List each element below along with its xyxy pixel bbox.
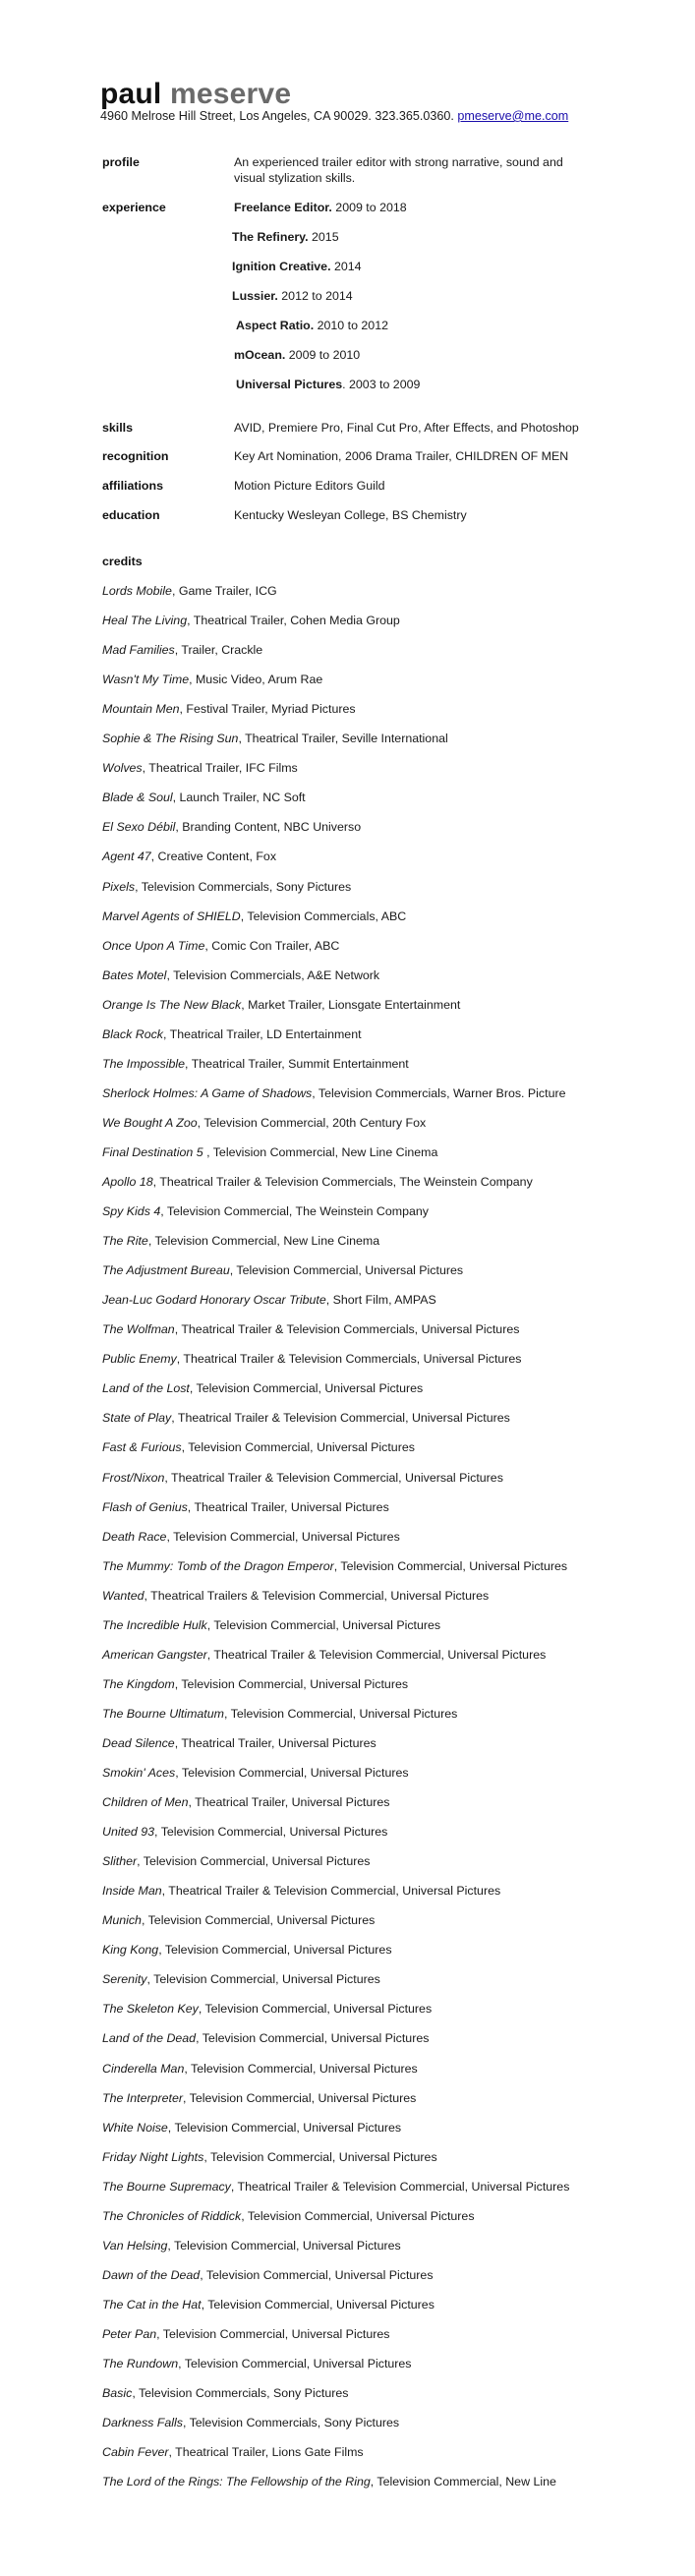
credit-item xyxy=(102,1647,546,1663)
credit-title: The Skeleton Key xyxy=(102,2002,199,2016)
credit-title: Cabin Fever xyxy=(102,2445,169,2459)
credit-title: Peter Pan xyxy=(102,2327,157,2341)
credit-item xyxy=(102,1351,522,1367)
credit-item xyxy=(102,938,339,954)
credit-title: The Mummy: Tomb of the Dragon Emperor xyxy=(102,1559,334,1573)
credit-title: White Noise xyxy=(102,2121,168,2135)
credit-title: Basic xyxy=(102,2386,133,2400)
credit-item xyxy=(102,1794,389,1810)
credit-title: Lords Mobile xyxy=(102,584,172,598)
employment-years: 2014 xyxy=(330,260,362,273)
credit-title: Children of Men xyxy=(102,1795,189,1809)
credit-detail: , Television Commercial, Universal Pictures xyxy=(156,2327,390,2341)
credit-title: Spy Kids 4 xyxy=(102,1204,161,1218)
credit-item xyxy=(102,2385,348,2401)
credit-item xyxy=(102,1439,415,1455)
credit-title: The Kingdom xyxy=(102,1677,175,1691)
credit-detail: , Music Video, Arum Rae xyxy=(189,673,323,686)
credit-title: Friday Night Lights xyxy=(102,2150,204,2164)
credit-item xyxy=(102,1824,387,1840)
credit-detail: , Theatrical Trailer & Television Commercial, Universal Pictures xyxy=(164,1471,503,1485)
employer-name: The Refinery. xyxy=(232,230,309,244)
credit-item xyxy=(102,2179,569,2195)
credit-detail: , Television Commercial, Universal Pictures xyxy=(241,2209,475,2223)
employment-years: . 2003 to 2009 xyxy=(342,378,421,391)
credit-detail: , Television Commercials, Sony Pictures xyxy=(132,2386,349,2400)
credit-title: Mountain Men xyxy=(102,702,180,716)
credit-item xyxy=(102,2267,434,2283)
employer-name: mOcean. xyxy=(234,348,286,362)
credit-title: Wanted xyxy=(102,1589,145,1603)
credit-title: Serenity xyxy=(102,1972,147,1986)
credit-item xyxy=(102,2090,416,2106)
credit-title: Mad Families xyxy=(102,643,175,657)
credit-title: The Chronicles of Riddick xyxy=(102,2209,242,2223)
first-name: paul xyxy=(100,78,162,110)
credit-item xyxy=(102,2474,556,2489)
credit-item xyxy=(102,2001,432,2017)
credit-detail: , Theatrical Trailer & Television Commercial, Universal Pictures xyxy=(171,1411,510,1425)
credit-title: Apollo 18 xyxy=(102,1175,153,1189)
credit-item xyxy=(102,672,322,687)
credit-item xyxy=(102,1912,375,1928)
credit-title: Pixels xyxy=(102,880,136,894)
credit-detail: , Television Commercials, Sony Pictures xyxy=(135,880,352,894)
credit-title: Dead Silence xyxy=(102,1736,175,1750)
credit-detail: , Theatrical Trailer, Cohen Media Group xyxy=(187,614,400,627)
credit-item xyxy=(102,1853,370,1869)
credit-title: Sherlock Holmes: A Game of Shadows xyxy=(102,1086,313,1100)
credit-item xyxy=(102,1321,519,1337)
credit-item xyxy=(102,1558,567,1574)
credit-title: The Incredible Hulk xyxy=(102,1618,207,1632)
employer-name: Universal Pictures xyxy=(236,378,343,391)
credit-detail: , Television Commercial, Universal Pictures xyxy=(175,1766,409,1780)
credit-item xyxy=(102,1410,510,1426)
credit-detail: , Television Commercial, Universal Pictures xyxy=(167,2121,402,2135)
credit-title: Flash of Genius xyxy=(102,1500,188,1514)
credit-title: Frost/Nixon xyxy=(102,1471,165,1485)
credit-detail: , Television Commercial, Universal Pictures xyxy=(158,1943,392,1957)
credit-title: Smokin' Aces xyxy=(102,1766,176,1780)
credit-detail: , Theatrical Trailer, Universal Pictures xyxy=(187,1500,389,1514)
credit-detail: , Television Commercial, Universal Pictures xyxy=(200,2268,434,2282)
credit-detail: , Television Commercials, A&E Network xyxy=(166,968,380,982)
credit-title: Jean-Luc Godard Honorary Oscar Tribute xyxy=(102,1293,326,1307)
credit-title: Orange Is The New Black xyxy=(102,998,242,1012)
employment-years: 2012 to 2014 xyxy=(277,289,353,303)
credit-item xyxy=(102,2120,401,2136)
credit-item xyxy=(102,2297,434,2313)
credit-item xyxy=(102,849,276,864)
credit-item xyxy=(102,1588,489,1604)
credits-label: credits xyxy=(102,555,143,568)
credit-detail: , Trailer, Crackle xyxy=(174,643,263,657)
credit-item xyxy=(102,879,351,895)
credit-item xyxy=(102,1499,389,1515)
contact-line xyxy=(100,108,568,124)
credit-item xyxy=(102,1026,362,1042)
recognition-label: recognition xyxy=(102,449,169,463)
credit-detail: , Branding Content, NBC Universo xyxy=(175,820,362,834)
credit-item xyxy=(102,1971,380,1987)
credit-title: Public Enemy xyxy=(102,1352,177,1366)
credit-title: Death Race xyxy=(102,1530,167,1544)
credit-detail: , Theatrical Trailer, IFC Films xyxy=(142,761,298,775)
credit-detail: , Television Commercial, Universal Pictures xyxy=(182,2091,417,2105)
experience-item xyxy=(232,229,339,245)
experience-item xyxy=(234,347,360,363)
experience-item xyxy=(236,318,388,333)
credit-item xyxy=(102,1883,500,1899)
credit-detail: , Creative Content, Fox xyxy=(150,849,277,863)
profile-label: profile xyxy=(102,155,140,169)
credit-item xyxy=(102,1115,426,1131)
credit-item xyxy=(102,1617,440,1633)
credit-detail: , Theatrical Trailer & Television Commercial, Universal Pictures xyxy=(206,1648,547,1662)
credit-item xyxy=(102,1292,436,1308)
credit-detail: , Television Commercial, Universal Pictures xyxy=(184,2062,418,2076)
credit-detail: , Television Commercial, Universal Pictures xyxy=(154,1825,388,1839)
credit-item xyxy=(102,1529,400,1545)
credit-title: The Rite xyxy=(102,1234,148,1248)
employer-name: Ignition Creative. xyxy=(232,260,331,273)
last-name: meserve xyxy=(170,78,292,110)
credit-detail: , Television Commercial, Universal Pictures xyxy=(203,2150,437,2164)
credit-title: Wolves xyxy=(102,761,143,775)
credit-item xyxy=(102,1470,503,1486)
experience-item xyxy=(232,259,362,274)
credit-detail: , Television Commercial, Universal Pictures xyxy=(229,1263,464,1277)
credit-detail: , Television Commercials, Warner Bros. Picture xyxy=(312,1086,566,1100)
credit-title: Fast & Furious xyxy=(102,1440,182,1454)
credit-detail: , Television Commercial, Universal Pictures xyxy=(141,1913,376,1927)
credit-item xyxy=(102,642,262,658)
credit-title: Cinderella Man xyxy=(102,2062,185,2076)
credit-detail: , Television Commercial, Universal Pictures xyxy=(223,1707,458,1721)
credit-title: Bates Motel xyxy=(102,968,167,982)
experience-label: experience xyxy=(102,201,166,214)
credit-detail: , Television Commercial, Universal Pictures xyxy=(166,1530,400,1544)
credit-title: The Impossible xyxy=(102,1057,186,1071)
credit-title: Slither xyxy=(102,1854,138,1868)
credit-title: King Kong xyxy=(102,1943,159,1957)
credit-title: The Bourne Ultimatum xyxy=(102,1707,224,1721)
credit-item xyxy=(102,819,361,835)
credit-title: Land of the Dead xyxy=(102,2031,197,2045)
credit-detail: , Theatrical Trailer & Television Commercial, Universal Pictures xyxy=(230,2180,570,2194)
credit-detail: , Television Commercial, Universal Pictures xyxy=(201,2298,434,2312)
credit-item xyxy=(102,2415,399,2430)
credit-title: The Lord of the Rings: The Fellowship of the Ring xyxy=(102,2475,371,2488)
credit-item xyxy=(102,1174,533,1190)
credit-title: We Bought A Zoo xyxy=(102,1116,198,1130)
credit-detail: , Theatrical Trailer, Seville International xyxy=(238,732,448,745)
credit-item xyxy=(102,2208,475,2224)
experience-item xyxy=(232,288,353,304)
address-text: 4960 Melrose Hill Street, Los Angeles, CA 90029. 323.365.0360. xyxy=(100,109,454,123)
credit-detail: , Television Commercial, Universal Pictures xyxy=(189,1381,424,1395)
experience-item xyxy=(236,377,420,392)
credit-item xyxy=(102,908,406,924)
credit-detail: , Television Commercial, Universal Pictures xyxy=(137,1854,371,1868)
credit-item xyxy=(102,1262,463,1278)
credit-detail: , Television Commercial, New Line Cinema xyxy=(203,1145,438,1159)
credit-detail: , Short Film, AMPAS xyxy=(325,1293,436,1307)
credit-item xyxy=(102,2061,418,2077)
credit-title: Black Rock xyxy=(102,1027,163,1041)
credit-title: Agent 47 xyxy=(102,849,151,863)
employer-name: Freelance Editor. xyxy=(234,201,332,214)
credit-detail: , Theatrical Trailer & Television Commercials, Universal Pictures xyxy=(174,1322,520,1336)
credit-title: Darkness Falls xyxy=(102,2416,183,2430)
credit-detail: , Theatrical Trailer, LD Entertainment xyxy=(162,1027,362,1041)
credit-item xyxy=(102,2030,429,2046)
credit-title: The Bourne Supremacy xyxy=(102,2180,231,2194)
credit-item xyxy=(102,1735,376,1751)
recognition-text: Key Art Nomination, 2006 Drama Trailer, CHILDREN OF MEN xyxy=(234,449,569,463)
employer-name: Aspect Ratio. xyxy=(236,319,315,332)
credit-title: Wasn't My Time xyxy=(102,673,190,686)
credit-item xyxy=(102,731,448,746)
skills-text: AVID, Premiere Pro, Final Cut Pro, After Effects, and Photoshop xyxy=(234,421,579,435)
credit-item xyxy=(102,1085,565,1101)
affiliations-text: Motion Picture Editors Guild xyxy=(234,479,385,493)
credit-detail: , Television Commercial, Universal Pictures xyxy=(174,1677,409,1691)
credit-item xyxy=(102,613,400,628)
credit-title: The Cat in the Hat xyxy=(102,2298,202,2312)
credit-detail: , Theatrical Trailer & Television Commercials, The Weinstein Company xyxy=(152,1175,533,1189)
employment-years: 2009 to 2018 xyxy=(331,201,407,214)
credit-detail: , Television Commercial, Universal Pictures xyxy=(167,2239,401,2253)
credit-detail: , Television Commercial, Universal Pictures xyxy=(198,2002,433,2016)
credit-detail: , Comic Con Trailer, ABC xyxy=(204,939,340,953)
credit-title: Munich xyxy=(102,1913,142,1927)
credit-title: Blade & Soul xyxy=(102,790,173,804)
email-link[interactable]: pmeserve@me.com xyxy=(457,109,569,123)
credit-title: Van Helsing xyxy=(102,2239,168,2253)
credit-detail: , Television Commercial, Universal Pictures xyxy=(196,2031,430,2045)
credit-detail: , Television Commercials, Sony Pictures xyxy=(182,2416,400,2430)
credit-title: United 93 xyxy=(102,1825,155,1839)
credit-item xyxy=(102,760,298,776)
credit-item xyxy=(102,1765,409,1781)
credit-item xyxy=(102,2326,389,2342)
credit-detail: , Television Commercial, Universal Pictures xyxy=(206,1618,441,1632)
credit-title: Marvel Agents of SHIELD xyxy=(102,909,241,923)
skills-label: skills xyxy=(102,421,134,435)
credit-detail: , Theatrical Trailers & Television Commercial, Universal Pictures xyxy=(144,1589,490,1603)
credit-detail: , Theatrical Trailer, Universal Pictures xyxy=(174,1736,376,1750)
credit-item xyxy=(102,701,356,717)
credit-detail: , Television Commercial, Universal Pictures xyxy=(146,1972,380,1986)
credit-detail: , Television Commercial, Universal Pictures xyxy=(333,1559,568,1573)
credit-title: The Wolfman xyxy=(102,1322,175,1336)
credit-item xyxy=(102,790,306,805)
credit-detail: , Theatrical Trailer, Universal Pictures xyxy=(188,1795,390,1809)
credit-detail: , Theatrical Trailer, Lions Gate Films xyxy=(168,2445,364,2459)
employer-name: Lussier. xyxy=(232,289,278,303)
credit-item xyxy=(102,2238,401,2254)
credit-detail: , Television Commercial, New Line Cinema xyxy=(147,1234,380,1248)
credit-item xyxy=(102,1233,379,1249)
credit-title: The Adjustment Bureau xyxy=(102,1263,230,1277)
credit-item xyxy=(102,2149,437,2165)
credit-detail: , Television Commercial, New Line xyxy=(370,2475,556,2488)
credit-detail: , Theatrical Trailer & Television Commercials, Universal Pictures xyxy=(176,1352,522,1366)
credit-item xyxy=(102,1942,392,1958)
credit-item xyxy=(102,2444,364,2460)
credit-detail: , Television Commercial, Universal Pictures xyxy=(181,1440,415,1454)
credit-detail: , Television Commercial, 20th Century Fox xyxy=(197,1116,427,1130)
credit-title: The Interpreter xyxy=(102,2091,183,2105)
credit-detail: , Television Commercials, ABC xyxy=(240,909,407,923)
profile-text: An experienced trailer editor with strong narrative, sound and visual stylization skills. xyxy=(234,155,563,185)
credit-item xyxy=(102,1144,437,1160)
credit-item xyxy=(102,1706,457,1722)
credit-title: El Sexo Débil xyxy=(102,820,176,834)
education-label: education xyxy=(102,508,160,522)
credit-detail: , Launch Trailer, NC Soft xyxy=(172,790,306,804)
credit-title: Land of the Lost xyxy=(102,1381,190,1395)
credit-detail: , Television Commercial, Universal Pictures xyxy=(178,2357,412,2371)
credit-item xyxy=(102,2356,412,2371)
credit-title: Heal The Living xyxy=(102,614,188,627)
credit-title: American Gangster xyxy=(102,1648,207,1662)
credit-detail: , Festival Trailer, Myriad Pictures xyxy=(179,702,356,716)
page-title xyxy=(100,77,291,112)
credit-title: Final Destination 5 xyxy=(102,1145,203,1159)
credit-item xyxy=(102,1676,408,1692)
education-text: Kentucky Wesleyan College, BS Chemistry xyxy=(234,508,467,522)
credit-item xyxy=(102,1056,409,1072)
employment-years: 2010 to 2012 xyxy=(314,319,388,332)
credit-item xyxy=(102,1203,429,1219)
credit-detail: , Market Trailer, Lionsgate Entertainment xyxy=(241,998,461,1012)
credit-detail: , Television Commercial, The Weinstein Company xyxy=(160,1204,429,1218)
credit-title: Once Upon A Time xyxy=(102,939,205,953)
credit-detail: , Game Trailer, ICG xyxy=(171,584,277,598)
credit-item xyxy=(102,997,460,1013)
credit-detail: , Theatrical Trailer, Summit Entertainment xyxy=(185,1057,409,1071)
experience-item xyxy=(234,200,407,215)
affiliations-label: affiliations xyxy=(102,479,163,493)
employment-years: 2009 to 2010 xyxy=(285,348,361,362)
credit-item xyxy=(102,583,277,599)
credit-detail: , Theatrical Trailer & Television Commercial, Universal Pictures xyxy=(161,1884,501,1898)
employment-years: 2015 xyxy=(308,230,339,244)
credit-title: Sophie & The Rising Sun xyxy=(102,732,239,745)
credit-title: State of Play xyxy=(102,1411,172,1425)
credit-item xyxy=(102,967,379,983)
credit-title: Dawn of the Dead xyxy=(102,2268,201,2282)
credit-title: Inside Man xyxy=(102,1884,162,1898)
credit-title: The Rundown xyxy=(102,2357,179,2371)
credit-item xyxy=(102,1380,423,1396)
